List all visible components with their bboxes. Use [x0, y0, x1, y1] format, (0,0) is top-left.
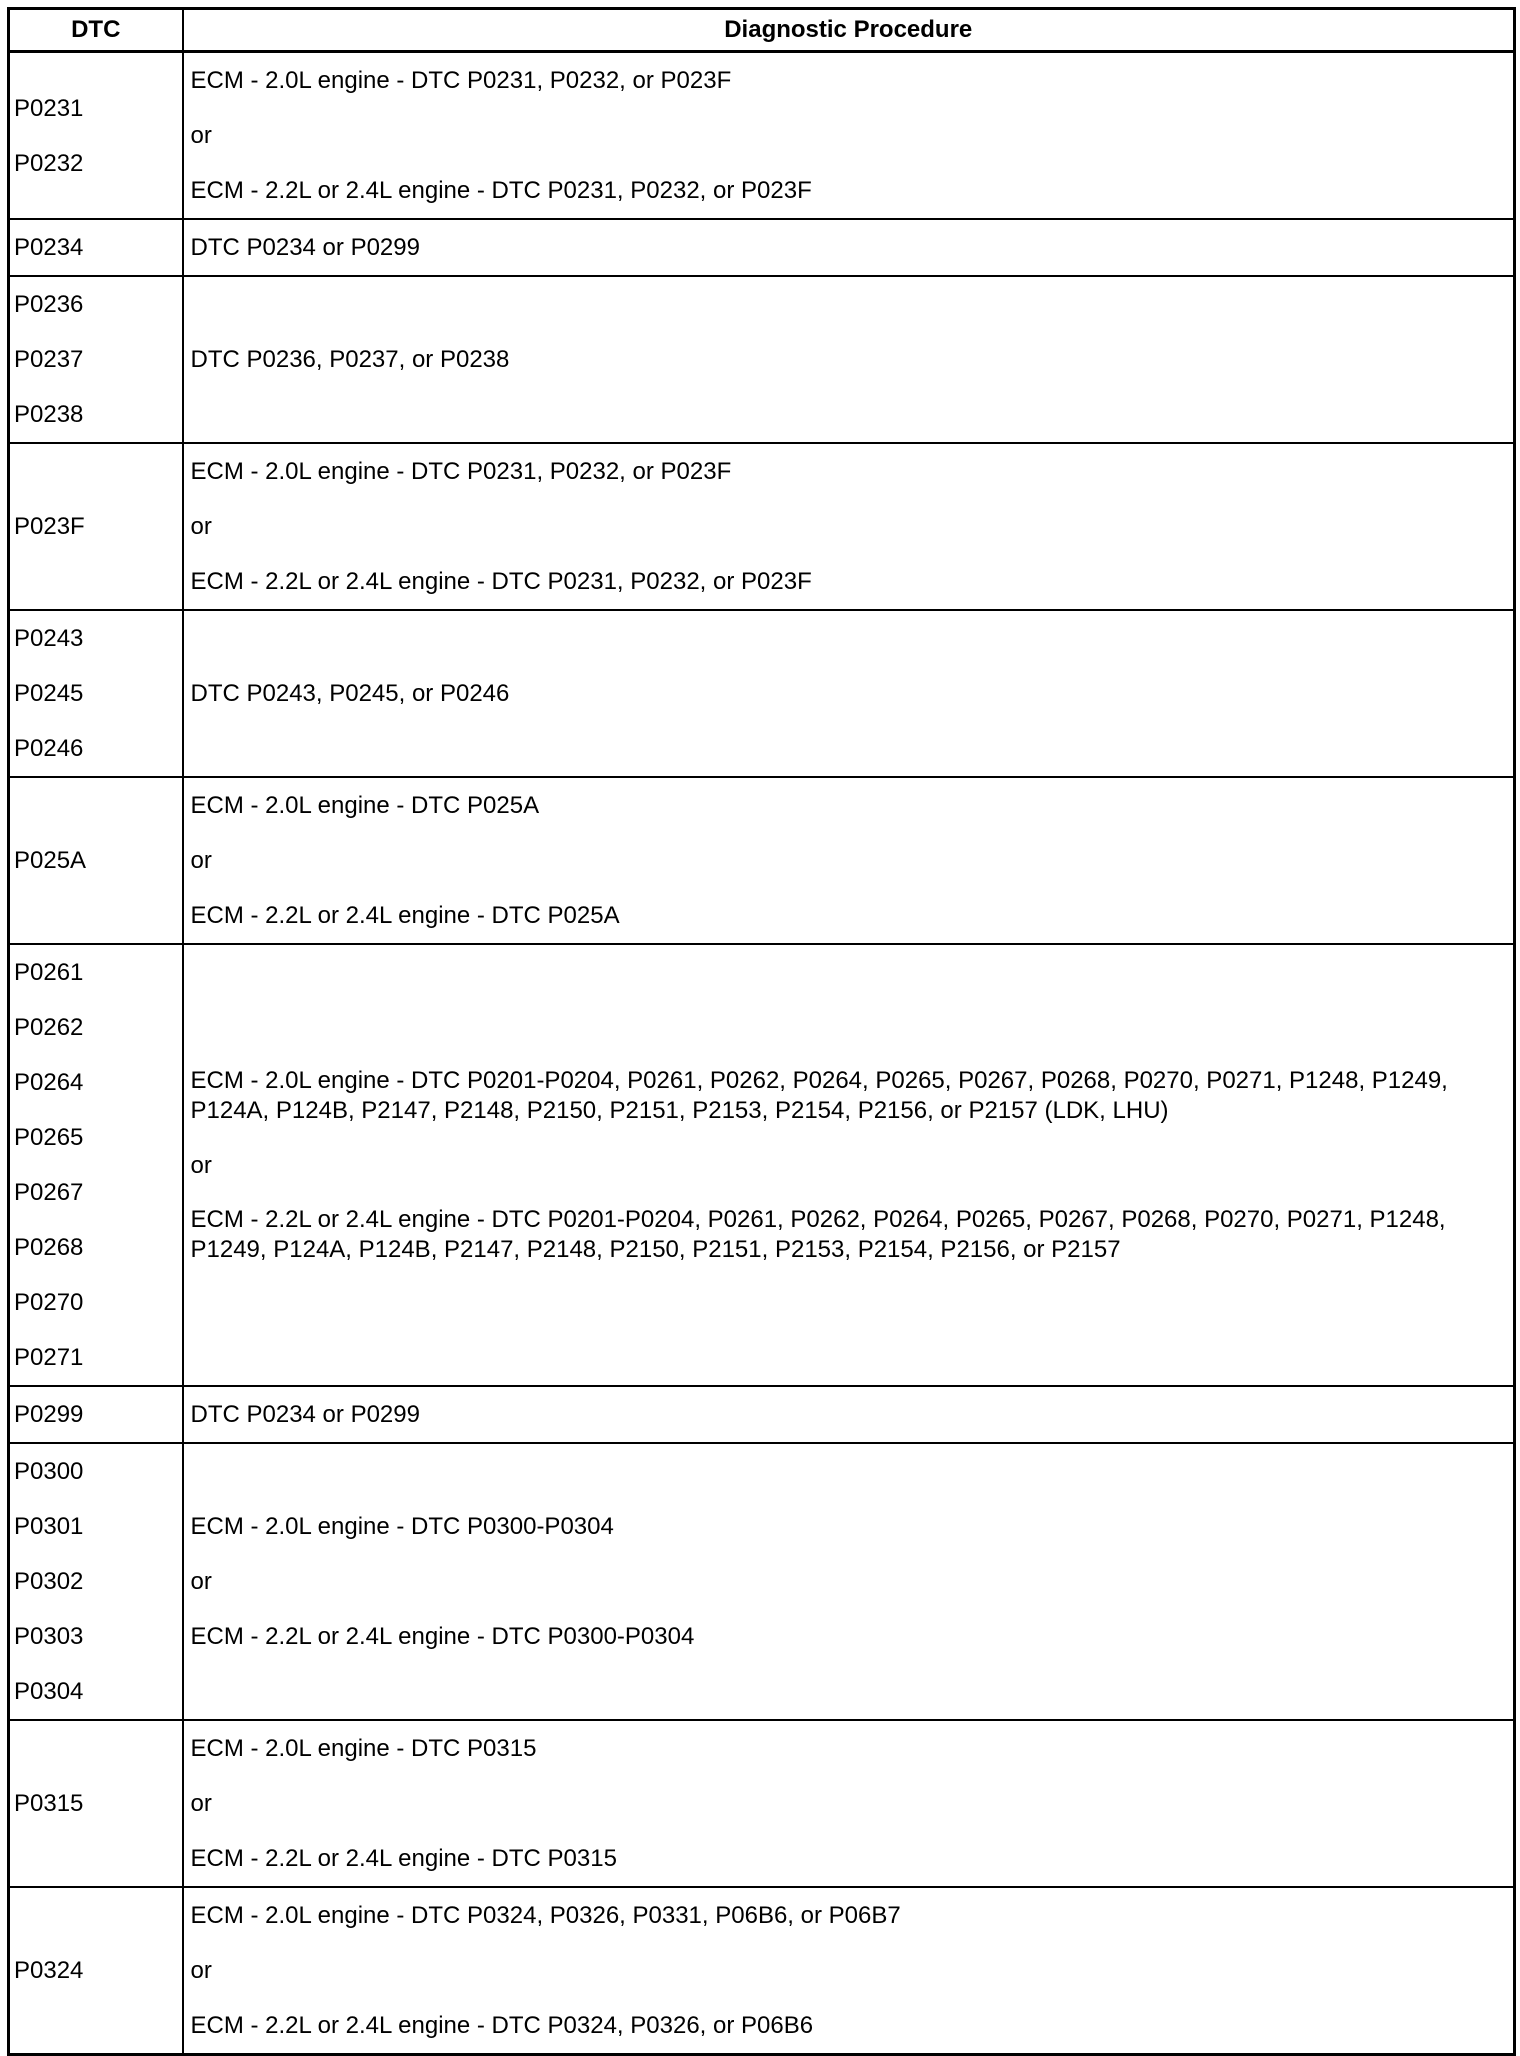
procedure-separator: or: [190, 1790, 212, 1817]
procedure-cell: [183, 276, 1515, 443]
dtc-codes-cell: [9, 944, 183, 1386]
dtc-codes-cell: [9, 52, 183, 220]
dtc-code: P0264: [14, 1069, 84, 1096]
dtc-code: P0232: [14, 149, 84, 177]
dtc-code: P0301: [14, 1513, 84, 1540]
dtc-codes-cell: [9, 777, 183, 944]
procedure-cell: [183, 610, 1515, 777]
procedure-link[interactable]: ECM - 2.2L or 2.4L engine - DTC P0201-P0204, P0261, P0262, P0264, P0265, P0267, P0268, P0270, P0271, P1248, P1249, P124A, P124B, P2147, P2148, P2150, P2151, P2153, P2154, P2156, or P2157: [190, 1205, 1446, 1263]
dtc-code: P0265: [14, 1124, 84, 1151]
procedure-separator: or: [190, 513, 212, 540]
procedure-cell: [183, 1443, 1515, 1720]
dtc-code: P0236: [14, 291, 84, 318]
table-row: [9, 1887, 1515, 2055]
dtc-code: P025A: [14, 847, 87, 874]
procedure-cell: [183, 1720, 1515, 1887]
procedure-separator: or: [190, 1151, 212, 1179]
dtc-code: P0238: [14, 401, 84, 428]
dtc-codes-cell: [9, 610, 183, 777]
dtc-codes-cell: [9, 219, 183, 276]
procedure-link[interactable]: ECM - 2.2L or 2.4L engine - DTC P0300-P0304: [190, 1623, 695, 1650]
table-row: [9, 944, 1515, 1386]
table-row: [9, 777, 1515, 944]
procedure-link[interactable]: ECM - 2.0L engine - DTC P0324, P0326, P0331, P06B6, or P06B7: [190, 1902, 901, 1929]
procedure-link[interactable]: ECM - 2.0L engine - DTC P025A: [190, 792, 540, 819]
procedure-link[interactable]: ECM - 2.2L or 2.4L engine - DTC P0231, P0232, or P023F: [190, 177, 812, 204]
dtc-codes-cell: [9, 1386, 183, 1443]
table-row: [9, 610, 1515, 777]
table-row: [9, 443, 1515, 610]
procedure-link[interactable]: ECM - 2.0L engine - DTC P0231, P0232, or P023F: [190, 67, 732, 94]
dtc-code: P0300: [14, 1458, 84, 1485]
dtc-code: P0243: [14, 625, 84, 652]
dtc-code: P0245: [14, 680, 84, 707]
procedure-cell: [183, 52, 1515, 220]
table-header-row: [9, 9, 1515, 52]
table-body: [9, 52, 1515, 2055]
procedure-link[interactable]: ECM - 2.2L or 2.4L engine - DTC P0315: [190, 1845, 617, 1872]
procedure-cell: [183, 1386, 1515, 1443]
dtc-codes-cell: [9, 1443, 183, 1720]
procedure-separator: or: [190, 1568, 212, 1595]
table-row: [9, 1386, 1515, 1443]
dtc-code: P0268: [14, 1234, 84, 1261]
procedure-link[interactable]: ECM - 2.0L engine - DTC P0315: [190, 1735, 537, 1762]
dtc-table: [7, 7, 1516, 2056]
table-row: [9, 1720, 1515, 1887]
procedure-cell: [183, 443, 1515, 610]
procedure-link[interactable]: ECM - 2.2L or 2.4L engine - DTC P0231, P0232, or P023F: [190, 568, 812, 595]
dtc-code: P0271: [14, 1344, 84, 1371]
procedure-link[interactable]: DTC P0234 or P0299: [190, 1401, 420, 1428]
dtc-code: P0234: [14, 234, 84, 261]
procedure-cell: [183, 777, 1515, 944]
dtc-code: P0303: [14, 1623, 84, 1650]
procedure-link[interactable]: ECM - 2.0L engine - DTC P0300-P0304: [190, 1513, 614, 1540]
procedure-cell: [183, 1887, 1515, 2055]
dtc-code: P0302: [14, 1568, 84, 1595]
dtc-code: P0237: [14, 346, 84, 373]
dtc-codes-cell: [9, 1887, 183, 2055]
procedure-link[interactable]: ECM - 2.0L engine - DTC P0231, P0232, or P023F: [190, 458, 732, 485]
procedure-link[interactable]: ECM - 2.2L or 2.4L engine - DTC P0324, P0326, or P06B6: [190, 2012, 814, 2039]
procedure-cell: [183, 219, 1515, 276]
procedure-column-header: Diagnostic Procedure: [183, 9, 1515, 52]
dtc-codes-cell: [9, 1720, 183, 1887]
dtc-code: P0267: [14, 1179, 84, 1206]
dtc-column-header: DTC: [9, 9, 183, 52]
dtc-code: P0324: [14, 1957, 84, 1984]
procedure-separator: or: [190, 1957, 212, 1984]
procedure-link[interactable]: DTC P0236, P0237, or P0238: [190, 346, 510, 373]
procedure-separator: or: [190, 122, 212, 149]
table-row: [9, 276, 1515, 443]
dtc-code: P0246: [14, 735, 84, 762]
dtc-codes-cell: [9, 443, 183, 610]
table-row: [9, 1443, 1515, 1720]
dtc-codes-cell: [9, 276, 183, 443]
procedure-link[interactable]: ECM - 2.2L or 2.4L engine - DTC P025A: [190, 902, 620, 929]
dtc-code: P0261: [14, 959, 84, 986]
procedure-cell: [183, 944, 1515, 1386]
table-row: [9, 219, 1515, 276]
dtc-code: P0262: [14, 1014, 84, 1041]
procedure-link[interactable]: DTC P0234 or P0299: [190, 234, 420, 261]
dtc-code: P0231: [14, 94, 84, 122]
table-row: [9, 52, 1515, 220]
dtc-code: P0270: [14, 1289, 84, 1316]
dtc-code: P0304: [14, 1678, 84, 1705]
procedure-link[interactable]: DTC P0243, P0245, or P0246: [190, 680, 510, 707]
dtc-code: P0315: [14, 1790, 84, 1817]
procedure-separator: or: [190, 847, 212, 874]
dtc-code: P023F: [14, 513, 85, 540]
dtc-code: P0299: [14, 1401, 84, 1428]
procedure-link[interactable]: ECM - 2.0L engine - DTC P0201-P0204, P0261, P0262, P0264, P0265, P0267, P0268, P0270, P0271, P1248, P1249, P124A, P124B, P2147, P2148, P2150, P2151, P2153, P2154, P2156, or P2157 (LDK, LHU): [190, 1066, 1448, 1124]
